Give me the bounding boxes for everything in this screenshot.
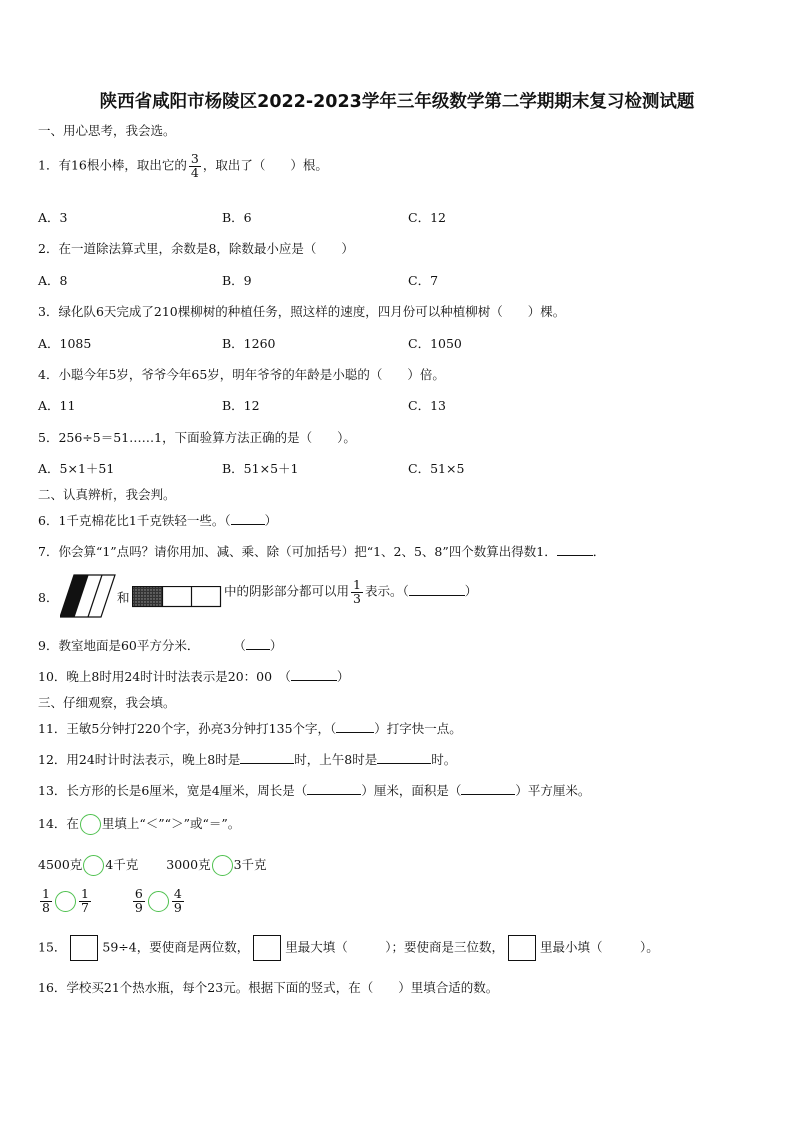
question-14-row-1: 4500克 4千克 3000克 3千克 xyxy=(38,855,267,876)
question-14-row-2 xyxy=(38,888,186,914)
section-heading-3: 三、仔细观察，我会填。 xyxy=(38,695,176,710)
answer-blank[interactable] xyxy=(240,752,294,764)
fraction: $\frac{4}{9}$ xyxy=(173,886,182,915)
question-1 xyxy=(38,153,328,179)
fraction: $\frac{1}{7}$ xyxy=(80,886,89,915)
question-5: 5．256÷5＝51……1，下面验算方法正确的是（ ）。 xyxy=(38,430,356,445)
answer-box[interactable] xyxy=(508,935,536,961)
question-11: 11．王敏5分钟打220个字，孙亮3分钟打135个字，（ ）打字快一点。 xyxy=(38,721,462,736)
answer-blank[interactable] xyxy=(307,783,361,795)
q1-option-a: A．3 xyxy=(38,210,68,225)
question-7-text: 7．你会算“1”点吗？请你用加、减、乘、除（可加括号）把“1、2、5、8”四个数算出得数1． xyxy=(38,544,557,559)
q4-option-a: A．11 xyxy=(38,398,76,413)
answer-blank[interactable] xyxy=(557,544,593,556)
q5-option-b: B．51×5＋1 xyxy=(222,461,299,476)
answer-circle[interactable] xyxy=(83,855,104,876)
page-title: 陕西省咸阳市杨陵区2022-2023学年三年级数学第二学期期末复习检测试题 xyxy=(99,92,695,112)
question-13: 13．长方形的长是6厘米，宽是4厘米，周长是（ ）厘米，面积是（ ）平方厘米。 xyxy=(38,783,591,798)
q3-option-a: A．1085 xyxy=(38,336,92,351)
question-9: 9．教室地面是60平方分米． （ ） xyxy=(38,638,283,653)
question-10: 10．晚上8时用24时计时法表示是20：00 （ ） xyxy=(38,669,350,684)
question-15: 15． 59÷4，要使商是两位数， 里最大填（ ）；要使商是三位数， 里最小填（ ）。 xyxy=(38,935,659,961)
answer-blank[interactable] xyxy=(409,584,465,596)
question-1-number: 1． xyxy=(38,157,59,173)
question-12: 12．用24时计时法表示，晚上8时是 时，上午8时是 时。 xyxy=(38,752,457,767)
fraction-three-quarters: $\frac{3}{4}$ xyxy=(190,151,199,180)
answer-blank[interactable] xyxy=(231,513,265,525)
q5-option-c: C．51×5 xyxy=(408,461,465,476)
question-2: 2．在一道除法算式里，余数是8，除数最小应是（ ） xyxy=(38,241,354,256)
question-8-tail: 表示。（ xyxy=(364,583,409,599)
q2-option-b: B．9 xyxy=(222,273,252,288)
question-4: 4．小聪今年5岁，爷爷今年65岁，明年爷爷的年龄是小聪的（ ）倍。 xyxy=(38,367,445,382)
question-7 xyxy=(38,542,605,560)
question-8-number: 8． xyxy=(38,590,59,605)
q2-option-c: C．7 xyxy=(408,273,439,288)
q2-option-a: A．8 xyxy=(38,273,68,288)
q1-option-b: B．6 xyxy=(222,210,252,225)
question-8-close: ） xyxy=(464,583,478,599)
q3-option-c: C．1050 xyxy=(408,336,462,351)
answer-blank[interactable] xyxy=(461,783,515,795)
question-9-text: 9．教室地面是60平方分米． xyxy=(38,638,200,653)
answer-blank[interactable] xyxy=(246,638,270,650)
bar-figure xyxy=(132,586,222,608)
fraction: $\frac{6}{9}$ xyxy=(134,886,143,915)
question-8-and: 和 xyxy=(117,590,130,605)
q3-option-b: B．1260 xyxy=(222,336,276,351)
shaded-part xyxy=(60,575,88,617)
question-10-text: 10．晚上8时用24时计时法表示是20：00 （ xyxy=(38,669,291,684)
question-8-stem: 中的阴影部分都可以用 xyxy=(224,583,350,599)
fraction: $\frac{1}{8}$ xyxy=(42,886,50,915)
answer-circle[interactable] xyxy=(80,814,101,835)
question-1-stem: 有16根小棒，取出它的 xyxy=(58,157,187,173)
q5-option-a: A．5×1＋51 xyxy=(38,461,115,476)
q4-option-c: C．13 xyxy=(408,398,446,413)
answer-circle[interactable] xyxy=(55,891,76,912)
answer-blank[interactable] xyxy=(336,721,374,733)
q1-option-c: C．12 xyxy=(408,210,446,225)
parallelogram-figure xyxy=(60,574,116,618)
section-heading-2: 二、认真辨析，我会判。 xyxy=(38,487,176,502)
answer-blank[interactable] xyxy=(377,752,431,764)
question-8-text xyxy=(224,579,477,605)
q4-option-b: B．12 xyxy=(222,398,260,413)
question-11-text: 11．王敏5分钟打220个字，孙亮3分钟打135个字，（ xyxy=(38,721,337,736)
answer-circle[interactable] xyxy=(212,855,233,876)
question-3: 3．绿化队6天完成了210棵柳树的种植任务，照这样的速度，四月份可以种植柳树（ ）棵。 xyxy=(38,304,566,319)
shaded-part xyxy=(133,587,163,607)
section-heading-1: 一、用心思考，我会选。 xyxy=(38,123,176,138)
answer-box[interactable] xyxy=(70,935,98,961)
question-6-close: ） xyxy=(264,513,278,528)
question-1-tail: ，取出了（ ）根。 xyxy=(202,157,328,173)
question-6 xyxy=(38,511,277,529)
answer-blank[interactable] xyxy=(291,669,337,681)
question-6-text: 6．1千克棉花比1千克铁轻一些。（ xyxy=(38,513,231,528)
question-7-period: ． xyxy=(592,544,606,559)
fraction-one-third: $\frac{1}{3}$ xyxy=(353,577,361,606)
answer-box[interactable] xyxy=(253,935,281,961)
question-16: 16．学校买21个热水瓶，每个23元。根据下面的竖式，在（ ）里填合适的数。 xyxy=(38,980,499,995)
question-14: 14．在 里填上“＜”“＞”或“＝”。 xyxy=(38,814,240,835)
answer-circle[interactable] xyxy=(148,891,169,912)
